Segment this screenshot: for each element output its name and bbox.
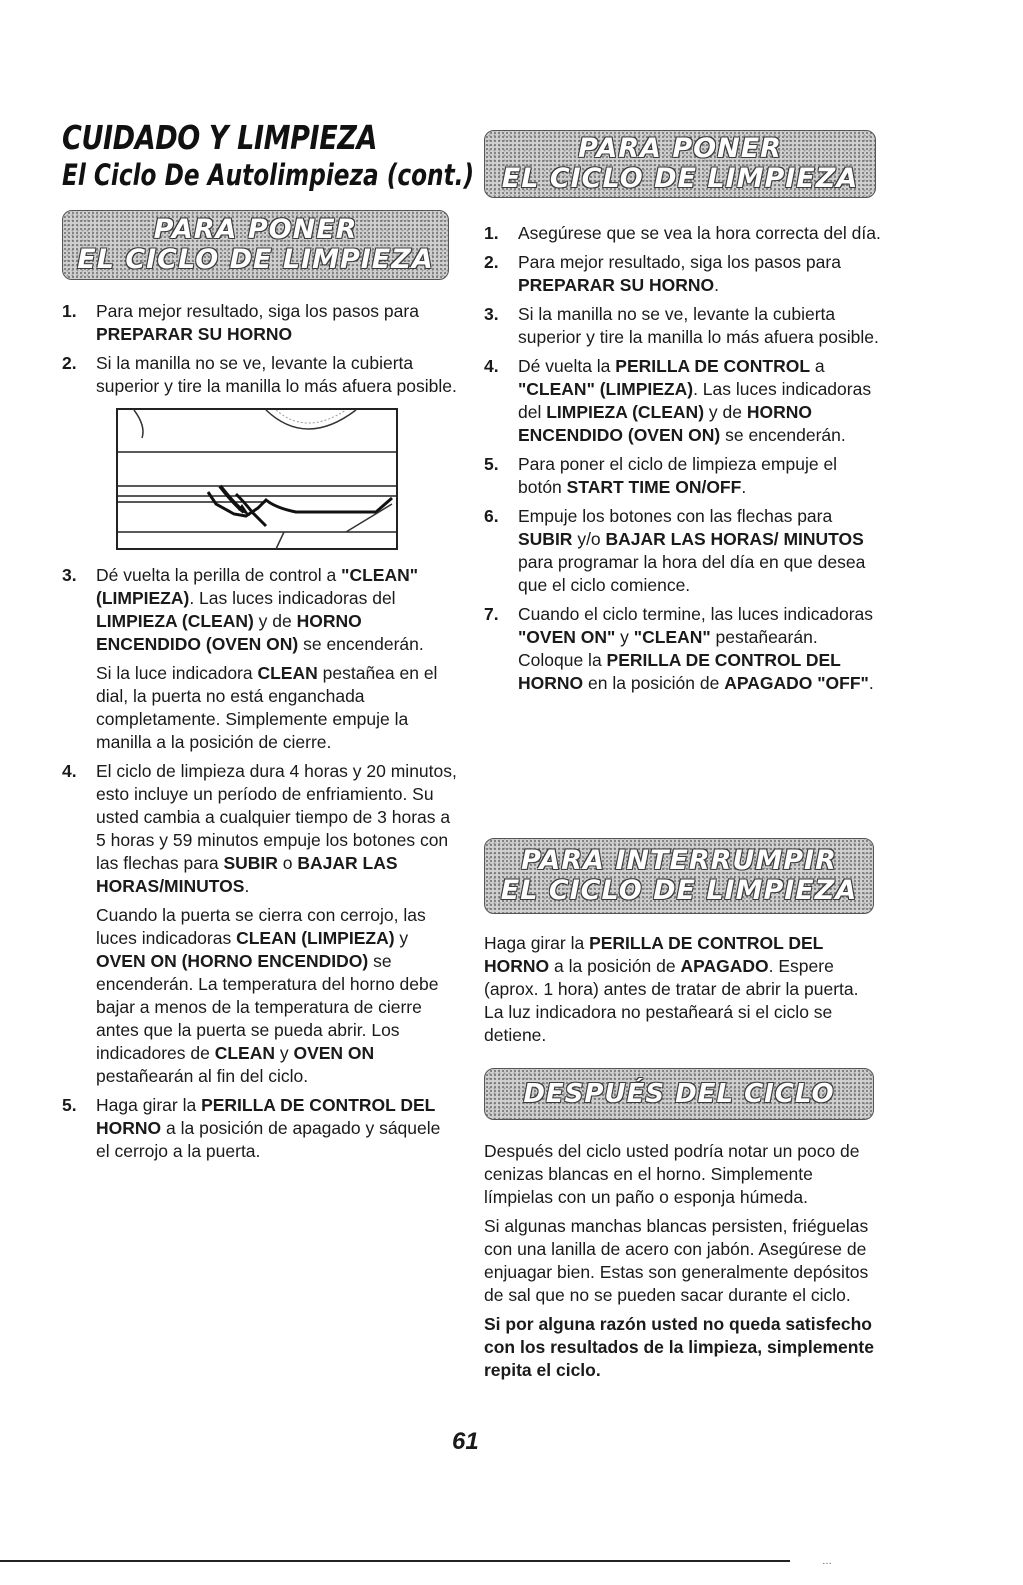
banner-line-1: PARA INTERRUMPIR (521, 845, 837, 876)
right-step-1: 1. Asegúrese que se vea la hora correcta del día. (484, 223, 881, 243)
after-cycle-banner (484, 1068, 874, 1120)
banner-line-1: DESPUÉS DEL CICLO (523, 1079, 835, 1109)
step-number: 6. (484, 506, 499, 526)
right-section-banner (484, 130, 876, 198)
interrupt-paragraph: Haga girar la PERILLA DE CONTROL DEL HORNO a la posición de APAGADO. Espere (aprox. 1 hora) antes de tratar de abrir la puerta. La luz indicadora no pestañeará si el ciclo se detiene. (484, 933, 859, 1045)
banner-line-2: EL CICLO DE LIMPIEZA (500, 875, 858, 906)
step-number: 4. (484, 356, 499, 376)
left-step-2: 2. Si la manilla no se ve, levante la cubierta superior y tire la manilla lo más afuera posible. (62, 352, 457, 550)
latch-diagram (116, 408, 398, 550)
left-step-3: 3. Dé vuelta la perilla de control a "CLEAN" (LIMPIEZA). Las luces indicadoras del LIMPIEZA (CLEAN) y de HORNO ENCENDIDO (OVEN ON) se encenderán. Si la luce indicadora CLEAN pestañea en el dial, la puerta no está enganchada completamente. Simplemente empuje la manilla a la posición de cierre. (62, 565, 438, 752)
right-step-6: 6. Empuje los botones con las flechas para SUBIR y/o BAJAR LAS HORAS/ MINUTOS para programar la hora del día en que desea que el ciclo comience. (484, 506, 866, 595)
step-number: 1. (484, 223, 499, 243)
right-column (484, 222, 884, 701)
left-column (62, 300, 457, 1169)
bottom-mark: … (822, 1556, 832, 1567)
step-number: 2. (62, 353, 77, 373)
right-step-2: 2. Para mejor resultado, siga los pasos para PREPARAR SU HORNO. (484, 252, 841, 295)
bottom-rule (0, 1560, 790, 1562)
page-subtitle: El Ciclo De Autolimpieza (cont.) (62, 158, 475, 192)
interrupt-section-banner (484, 838, 874, 914)
banner-line-1: PARA PONER (153, 214, 358, 245)
page-number: 61 (452, 1428, 479, 1455)
step-number: 7. (484, 604, 499, 624)
after-paragraph-2: Si algunas manchas blancas persisten, friéguelas con una lanilla de acero con jabón. Asegúrese de enjuagar bien. Estas son generalmente depósitos de sal que no se pueden sacar durante el ciclo. (484, 1216, 869, 1305)
banner-line-1: PARA PONER (578, 133, 782, 164)
left-step-4: 4. El ciclo de limpieza dura 4 horas y 20 minutos, esto incluye un período de enfriamiento. Su usted cambia a cualquier tiempo de 3 horas a 5 horas y 59 minutos empuje los botones con las flechas para SUBIR o BAJAR LAS HORAS/MINUTOS. Cuando la puerta se cierra con cerrojo, las luces indicadoras CLEAN (LIMPIEZA) y OVEN ON (HORNO ENCENDIDO) se encenderán. La temperatura del horno debe bajar a menos de la temperatura de cierre antes que la puerta se pueda abrir. Los indicadores de CLEAN y OVEN ON pestañearán al fin del ciclo. (62, 761, 457, 1086)
step-number: 5. (62, 1095, 77, 1115)
after-cycle-text (484, 1140, 874, 1382)
after-paragraph-3: Si por alguna razón usted no queda satisfecho con los resultados de la limpieza, simplemente repita el ciclo. (484, 1314, 874, 1380)
right-step-4: 4. Dé vuelta la PERILLA DE CONTROL a "CLEAN" (LIMPIEZA). Las luces indicadoras del LIMPIEZA (CLEAN) y de HORNO ENCENDIDO (OVEN ON) se encenderán. (484, 356, 872, 445)
left-section-banner (62, 210, 449, 280)
after-paragraph-1: Después del ciclo usted podría notar un poco de cenizas blancas en el horno. Simplemente límpielas con un paño o esponja húmeda. (484, 1141, 860, 1207)
right-step-7: 7. Cuando el ciclo termine, las luces indicadoras "OVEN ON" y "CLEAN" pestañearán. Coloque la PERILLA DE CONTROL DEL HORNO en la posición de APAGADO "OFF". (484, 604, 874, 693)
right-step-5: 5. Para poner el ciclo de limpieza empuje el botón START TIME ON/OFF. (484, 454, 838, 497)
banner-line-2: EL CICLO DE LIMPIEZA (77, 244, 434, 275)
step-number: 3. (484, 304, 499, 324)
page-title: CUIDADO Y LIMPIEZA (62, 118, 378, 157)
right-step-3: 3. Si la manilla no se ve, levante la cubierta superior y tire la manilla lo más afuera posible. (484, 304, 879, 347)
step-number: 3. (62, 565, 77, 585)
step-number: 4. (62, 761, 77, 781)
left-step-1: 1. Para mejor resultado, siga los pasos para PREPARAR SU HORNO (62, 301, 419, 344)
step-number: 5. (484, 454, 499, 474)
step-number: 2. (484, 252, 499, 272)
banner-line-2: EL CICLO DE LIMPIEZA (501, 163, 859, 194)
left-step-5: 5. Haga girar la PERILLA DE CONTROL DEL HORNO a la posición de apagado y sáquele el cerrojo a la puerta. (62, 1095, 441, 1161)
door-latch-illustration (116, 408, 398, 550)
step-number: 1. (62, 301, 77, 321)
